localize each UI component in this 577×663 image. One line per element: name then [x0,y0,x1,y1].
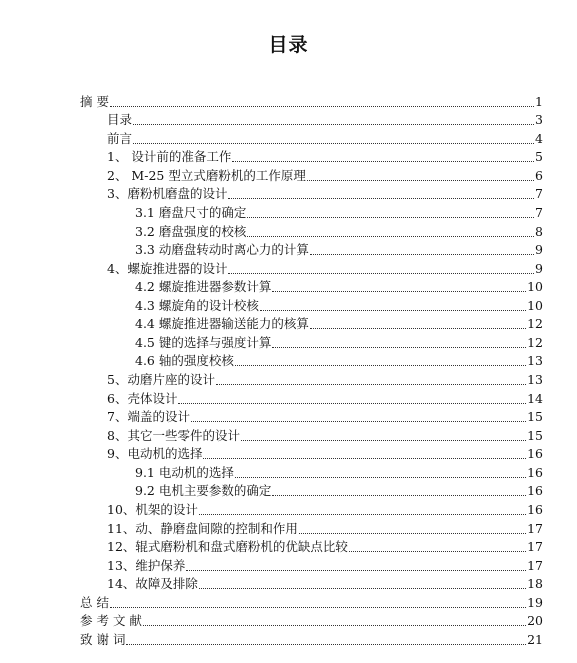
toc-entry[interactable] [80,462,543,481]
toc-entry-label: 4.4 螺旋推进器输送能力的核算 [135,316,309,332]
toc-entry[interactable] [80,629,543,648]
toc-entry-page-number: 7 [535,204,543,220]
toc-dot-leader [133,143,534,144]
toc-entry-page-number: 18 [527,576,543,592]
toc-entry-label: 5、动磨片座的设计 [107,372,215,387]
toc-entry-page-number: 9 [535,260,543,276]
toc-dot-leader [199,588,526,589]
toc-entry-page-number: 14 [527,390,543,406]
toc-entry-page-number: 16 [527,501,543,517]
toc-entry[interactable] [80,202,543,221]
toc-entry-label: 目录 [107,112,133,128]
toc-dot-leader [110,607,526,608]
toc-entry-label: 摘 要 [80,93,109,109]
toc-dot-leader [186,570,526,571]
toc-entry-label: 13、维护保养 [107,557,186,573]
toc-entry-label: 前言 [107,130,133,146]
toc-entry-label: 2、 M-25 型立式磨粉机的工作原理 [107,167,306,183]
toc-entry-label: 10、机架的设计 [107,501,198,517]
toc-dot-leader [307,180,534,181]
toc-entry[interactable] [80,425,543,444]
toc-entry[interactable] [80,555,543,574]
toc-entry[interactable] [80,240,543,259]
toc-entry-label: 6、壳体设计 [107,390,178,406]
toc-entry[interactable] [80,110,543,129]
toc-dot-leader [299,533,526,534]
toc-entry[interactable] [80,574,543,593]
toc-entry-label: 7、端盖的设计 [107,409,190,425]
toc-dot-leader [241,440,526,441]
toc-entry-page-number: 16 [527,483,543,499]
toc-entry-label: 4.3 螺旋角的设计校核 [135,297,259,313]
toc-dot-leader [199,514,526,515]
toc-entry-page-number: 8 [535,223,543,239]
toc-entry-page-number: 3 [535,112,543,128]
toc-dot-leader [310,328,526,329]
toc-entry-label: 总 结 [80,594,109,610]
toc-entry-page-number: 15 [527,409,543,425]
toc-entry-page-number: 12 [527,334,543,350]
toc-dot-leader [191,421,526,422]
toc-entry-page-number: 17 [527,557,543,573]
toc-entry-label: 4、螺旋推进器的设计 [107,260,228,276]
toc-dot-leader [126,644,526,645]
toc-dot-leader [247,236,534,237]
toc-entry[interactable] [80,388,543,407]
toc-entry-page-number: 10 [527,279,543,295]
toc-dot-leader [247,217,534,218]
toc-entry[interactable] [80,277,543,296]
toc-entry[interactable] [80,165,543,184]
toc-entry-label: 11、动、静磨盘间隙的控制和作用 [107,520,298,536]
toc-entry[interactable] [80,221,543,240]
toc-entry[interactable] [80,444,543,463]
toc-entry-label: 参 考 文 献 [80,613,142,629]
toc-entry-page-number: 13 [527,372,543,387]
toc-entry[interactable] [80,147,543,166]
toc-entry-page-number: 4 [535,130,543,146]
toc-entry[interactable] [80,537,543,556]
toc-dot-leader [228,198,534,199]
toc-entry-label: 12、辊式磨粉机和盘式磨粉机的优缺点比较 [107,539,348,555]
toc-dot-leader [232,161,534,162]
toc-dot-leader [216,384,526,385]
toc-entry-label: 4.6 轴的强度校核 [135,353,234,369]
toc-entry-page-number: 16 [527,464,543,480]
toc-dot-leader [272,347,526,348]
toc-entry-label: 致 谢 词 [80,631,126,647]
toc-entry-page-number: 10 [527,297,543,313]
toc-entry-page-number: 1 [535,93,543,109]
toc-entry-label: 3.1 磨盘尺寸的确定 [135,204,247,220]
toc-dot-leader [228,273,534,274]
table-of-contents [80,91,543,648]
toc-entry[interactable] [80,611,543,630]
toc-entry[interactable] [80,481,543,500]
toc-entry-page-number: 16 [527,446,543,462]
toc-entry-label: 8、其它一些零件的设计 [107,427,240,443]
toc-entry[interactable] [80,407,543,426]
toc-dot-leader [310,254,534,255]
toc-entry-label: 4.2 螺旋推进器参数计算 [135,279,272,295]
toc-entry-label: 9.2 电机主要参数的确定 [135,483,272,499]
toc-dot-leader [260,310,526,311]
toc-entry[interactable] [80,128,543,147]
toc-dot-leader [349,551,526,552]
toc-entry-label: 1、 设计前的准备工作 [107,149,232,165]
toc-dot-leader [203,458,526,459]
toc-entry-page-number: 19 [527,594,543,610]
toc-entry[interactable] [80,184,543,203]
toc-entry-label: 3、磨粉机磨盘的设计 [107,186,228,202]
toc-entry-label: 14、故障及排除 [107,576,198,592]
toc-entry[interactable] [80,91,543,110]
toc-entry-label: 4.5 键的选择与强度计算 [135,334,272,350]
toc-entry[interactable] [80,314,543,333]
toc-entry[interactable] [80,332,543,351]
page-title: 目录 [268,34,309,56]
toc-entry[interactable] [80,518,543,537]
toc-dot-leader [178,403,526,404]
toc-entry-label: 9.1 电动机的选择 [135,464,234,480]
toc-entry-page-number: 5 [535,149,543,165]
toc-entry-label: 3.2 磨盘强度的校核 [135,223,247,239]
toc-dot-leader [272,291,526,292]
toc-entry[interactable] [80,295,543,314]
toc-entry[interactable] [80,369,543,388]
toc-entry-page-number: 20 [527,613,543,629]
toc-entry[interactable] [80,499,543,518]
toc-dot-leader [235,365,526,366]
toc-dot-leader [133,124,534,125]
toc-entry-page-number: 15 [527,427,543,443]
toc-entry-page-number: 21 [527,631,543,647]
toc-dot-leader [110,106,534,107]
toc-entry-page-number: 17 [527,520,543,536]
toc-entry-page-number: 9 [535,242,543,258]
toc-entry-label: 3.3 动磨盘转动时离心力的计算 [135,242,309,258]
toc-entry[interactable] [80,592,543,611]
toc-entry-page-number: 12 [527,316,543,332]
toc-entry[interactable] [80,351,543,370]
toc-dot-leader [143,625,526,626]
toc-entry-page-number: 13 [527,353,543,369]
toc-entry[interactable] [80,258,543,277]
toc-dot-leader [235,477,526,478]
toc-dot-leader [272,495,526,496]
toc-entry-page-number: 17 [527,539,543,555]
toc-entry-page-number: 6 [535,167,543,183]
toc-entry-label: 9、电动机的选择 [107,446,203,462]
toc-entry-page-number: 7 [535,186,543,202]
